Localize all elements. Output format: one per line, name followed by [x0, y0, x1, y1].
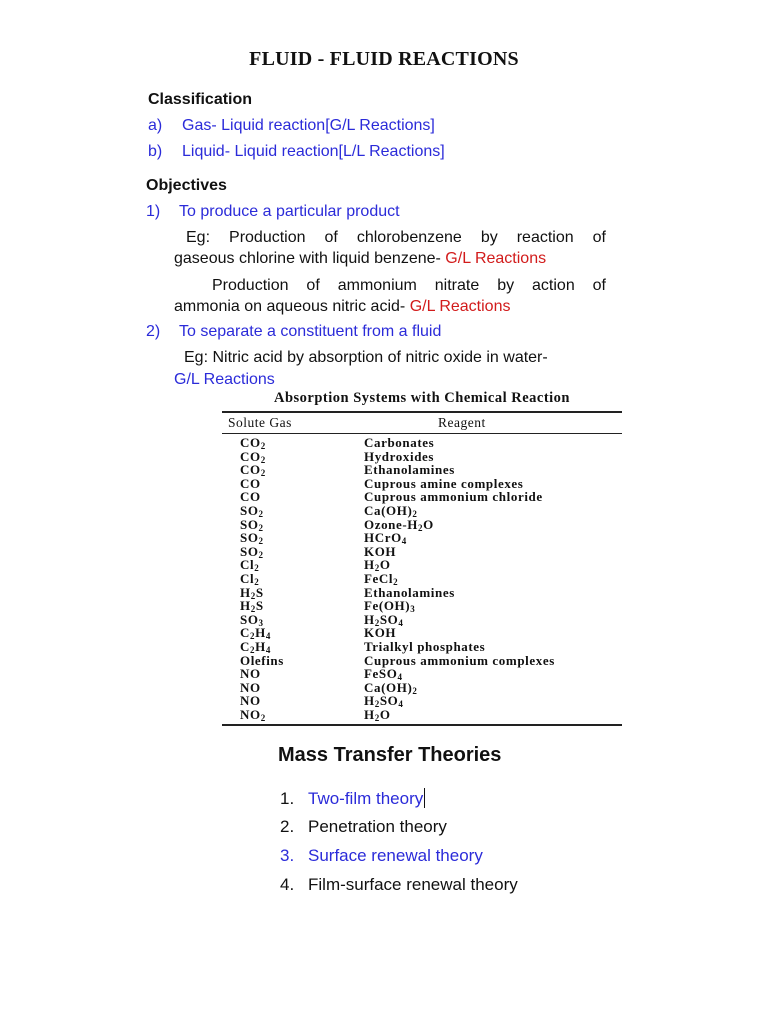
table-row	[222, 694, 622, 708]
objective-2	[146, 323, 441, 341]
formula-part: SO	[240, 530, 259, 546]
formula-subscript: 2	[260, 454, 266, 465]
text-cursor	[424, 788, 425, 808]
objectives-heading: Objectives	[146, 177, 227, 194]
solute-gas-cell	[222, 572, 364, 586]
formula-part: O	[379, 706, 391, 722]
formula-part: NO	[240, 693, 261, 709]
reagent-cell	[364, 667, 622, 681]
formula-part: NO	[240, 679, 261, 695]
classification-heading: Classification	[148, 91, 253, 108]
formula-subscript: 2	[254, 576, 260, 587]
reagent-cell	[364, 599, 622, 613]
formula-part: Ozone-H	[364, 516, 419, 532]
example-2-line-2	[174, 298, 510, 316]
classification-item-b	[148, 143, 445, 161]
formula-subscript: 3	[258, 617, 264, 628]
table-row	[222, 436, 622, 450]
reagent-cell	[364, 463, 622, 477]
formula-subscript: 2	[258, 536, 264, 547]
formula-subscript: 2	[374, 699, 380, 710]
table-header-row	[222, 413, 622, 433]
example-3-tag: G/L Reactions	[174, 371, 275, 388]
objective-text: To separate a constituent from a fluid	[179, 323, 442, 340]
reagent-cell	[364, 586, 622, 600]
theory-number: 2.	[280, 817, 295, 836]
formula-subscript: 2	[250, 631, 256, 642]
column-header-reagent: Reagent	[438, 415, 486, 430]
formula-subscript: 2	[260, 712, 266, 723]
example-text: ammonia on aqueous nitric acid-	[174, 298, 406, 315]
formula-subscript: 2	[418, 522, 424, 533]
formula-subscript: 2	[250, 604, 256, 615]
reagent-cell	[364, 708, 622, 722]
solute-gas-cell	[222, 450, 364, 464]
formula-subscript: 2	[258, 522, 264, 533]
table-title: Absorption Systems with Chemical Reaction	[274, 390, 570, 406]
reagent-cell	[364, 613, 622, 627]
formula-part: NO	[240, 706, 261, 722]
formula-subscript: 4	[265, 644, 271, 655]
formula-subscript: 2	[412, 685, 418, 696]
absorption-table	[222, 390, 622, 726]
formula-subscript: 2	[260, 468, 266, 479]
solute-gas-cell	[222, 490, 364, 504]
theory-text: Penetration theory	[308, 817, 447, 836]
formula-part: SO	[379, 611, 399, 627]
theory-number: 3.	[280, 846, 295, 865]
table-row	[222, 640, 622, 654]
theory-text: Film-surface renewal theory	[308, 875, 518, 894]
reagent-cell	[364, 626, 622, 640]
formula-part: Cuprous ammonium complexes	[364, 652, 555, 668]
table-row	[222, 613, 622, 627]
formula-part: H	[255, 625, 266, 641]
reagent-cell	[364, 504, 622, 518]
formula-part: S	[255, 598, 264, 614]
formula-subscript: 2	[258, 549, 264, 560]
reagent-cell	[364, 518, 622, 532]
example-2-line-1: Production of ammonium nitrate by action of	[212, 277, 606, 294]
formula-part: HCrO	[364, 530, 402, 546]
page-title: FLUID - FLUID REACTIONS	[249, 48, 519, 70]
formula-part: FeCl	[364, 570, 394, 586]
table-bottom-rule	[222, 724, 622, 726]
formula-subscript: 4	[401, 536, 407, 547]
formula-part: SO	[240, 516, 259, 532]
table-row	[222, 518, 622, 532]
table-row	[222, 558, 622, 572]
formula-part: NO	[240, 666, 261, 682]
table-row	[222, 463, 622, 477]
objective-label: 1)	[146, 203, 161, 220]
table-row	[222, 667, 622, 681]
classification-item-a	[148, 117, 435, 135]
formula-subscript: 2	[374, 617, 380, 628]
solute-gas-cell	[222, 626, 364, 640]
formula-part: Ethanolamines	[364, 584, 455, 600]
table-row	[222, 490, 622, 504]
formula-part: Cl	[240, 557, 255, 573]
item-text: Gas- Liquid reaction[G/L Reactions]	[182, 117, 435, 134]
formula-part: FeSO	[364, 666, 398, 682]
formula-subscript: 4	[398, 617, 404, 628]
column-header-solute-gas: Solute Gas	[228, 415, 292, 430]
formula-part: Carbonates	[364, 435, 435, 450]
table-row	[222, 654, 622, 668]
formula-part: Cl	[240, 570, 255, 586]
table-row	[222, 477, 622, 491]
objective-label: 2)	[146, 323, 161, 340]
formula-subscript: 4	[397, 672, 403, 683]
solute-gas-cell	[222, 436, 364, 450]
formula-part: SO	[379, 693, 399, 709]
reagent-cell	[364, 572, 622, 586]
formula-subscript: 4	[398, 699, 404, 710]
solute-gas-cell	[222, 518, 364, 532]
formula-part: CO	[240, 435, 261, 450]
table-body	[222, 434, 622, 721]
formula-part: CO	[240, 448, 261, 464]
reaction-tag: G/L Reactions	[445, 250, 547, 267]
solute-gas-cell	[222, 599, 364, 613]
formula-part: C	[240, 638, 250, 654]
theory-number: 1.	[280, 789, 295, 808]
item-text: Liquid- Liquid reaction[L/L Reactions]	[182, 143, 445, 160]
formula-part: Trialkyl phosphates	[364, 638, 486, 654]
formula-part: H	[240, 584, 251, 600]
formula-part: H	[364, 557, 375, 573]
formula-part: CO	[240, 489, 261, 505]
reagent-cell	[364, 681, 622, 695]
table-row	[222, 450, 622, 464]
formula-part: Ethanolamines	[364, 462, 455, 478]
reagent-cell	[364, 640, 622, 654]
theory-text: Surface renewal theory	[308, 846, 483, 865]
solute-gas-cell	[222, 558, 364, 572]
reagent-cell	[364, 558, 622, 572]
formula-part: Olefins	[240, 652, 284, 668]
formula-part: C	[240, 625, 250, 641]
example-1-line-2	[174, 250, 546, 268]
formula-part: CO	[240, 475, 261, 491]
table-row	[222, 531, 622, 545]
example-1-line-1: Eg: Production of chlorobenzene by reaction of	[186, 229, 606, 246]
table-row	[222, 545, 622, 559]
example-text: gaseous chlorine with liquid benzene-	[174, 250, 441, 267]
formula-part: Cuprous ammonium chloride	[364, 489, 543, 505]
formula-part: Cuprous amine complexes	[364, 475, 524, 491]
formula-part: Fe(OH)	[364, 598, 411, 614]
theory-number: 4.	[280, 875, 295, 894]
formula-part: KOH	[364, 625, 397, 641]
solute-gas-cell	[222, 708, 364, 722]
formula-subscript: 2	[254, 563, 260, 574]
formula-subscript: 2	[374, 563, 380, 574]
formula-subscript: 2	[260, 441, 266, 451]
item-label: a)	[148, 117, 163, 134]
solute-gas-cell	[222, 477, 364, 491]
theory-item-4	[280, 875, 518, 895]
solute-gas-cell	[222, 586, 364, 600]
solute-gas-cell	[222, 463, 364, 477]
formula-subscript: 2	[250, 590, 256, 601]
reagent-cell	[364, 450, 622, 464]
formula-part: O	[379, 557, 391, 573]
table-row	[222, 504, 622, 518]
table-row	[222, 708, 622, 722]
table-row	[222, 586, 622, 600]
formula-part: SO	[240, 611, 259, 627]
reagent-cell	[364, 436, 622, 450]
formula-part: H	[364, 706, 375, 722]
formula-part: SO	[240, 543, 259, 559]
table-row	[222, 572, 622, 586]
objective-text: To produce a particular product	[179, 203, 400, 220]
formula-part: KOH	[364, 543, 397, 559]
formula-subscript: 3	[410, 604, 416, 615]
table-row	[222, 599, 622, 613]
table-row	[222, 681, 622, 695]
formula-subscript: 2	[250, 644, 256, 655]
solute-gas-cell	[222, 654, 364, 668]
formula-subscript: 2	[412, 508, 418, 519]
solute-gas-cell	[222, 681, 364, 695]
solute-gas-cell	[222, 545, 364, 559]
reagent-cell	[364, 545, 622, 559]
objective-1	[146, 203, 400, 221]
formula-part: CO	[240, 462, 261, 478]
formula-part: H	[364, 693, 375, 709]
theory-item-1	[280, 788, 425, 809]
reagent-cell	[364, 477, 622, 491]
reagent-cell	[364, 490, 622, 504]
formula-part: Ca(OH)	[364, 502, 413, 518]
reagent-cell	[364, 531, 622, 545]
formula-part: S	[255, 584, 264, 600]
reagent-cell	[364, 654, 622, 668]
formula-part: Ca(OH)	[364, 679, 413, 695]
formula-subscript: 2	[374, 712, 380, 723]
mass-transfer-heading: Mass Transfer Theories	[278, 744, 502, 766]
solute-gas-cell	[222, 640, 364, 654]
solute-gas-cell	[222, 667, 364, 681]
formula-subscript: 4	[265, 631, 271, 642]
theory-text: Two-film theory	[308, 789, 424, 808]
reaction-tag: G/L Reactions	[409, 298, 511, 315]
reagent-cell	[364, 694, 622, 708]
formula-part: H	[240, 598, 251, 614]
formula-part: O	[423, 516, 434, 532]
formula-subscript: 2	[393, 576, 399, 587]
solute-gas-cell	[222, 504, 364, 518]
formula-subscript: 2	[258, 508, 264, 519]
theory-item-2	[280, 817, 447, 837]
example-3-line-1: Eg: Nitric acid by absorption of nitric oxide in water-	[184, 349, 548, 366]
solute-gas-cell	[222, 613, 364, 627]
solute-gas-cell	[222, 531, 364, 545]
formula-part: H	[255, 638, 266, 654]
table-row	[222, 626, 622, 640]
formula-part: SO	[240, 502, 259, 518]
solute-gas-cell	[222, 694, 364, 708]
item-label: b)	[148, 143, 163, 160]
theory-item-3	[280, 846, 483, 866]
formula-part: Hydroxides	[364, 448, 435, 464]
formula-part: H	[364, 611, 375, 627]
